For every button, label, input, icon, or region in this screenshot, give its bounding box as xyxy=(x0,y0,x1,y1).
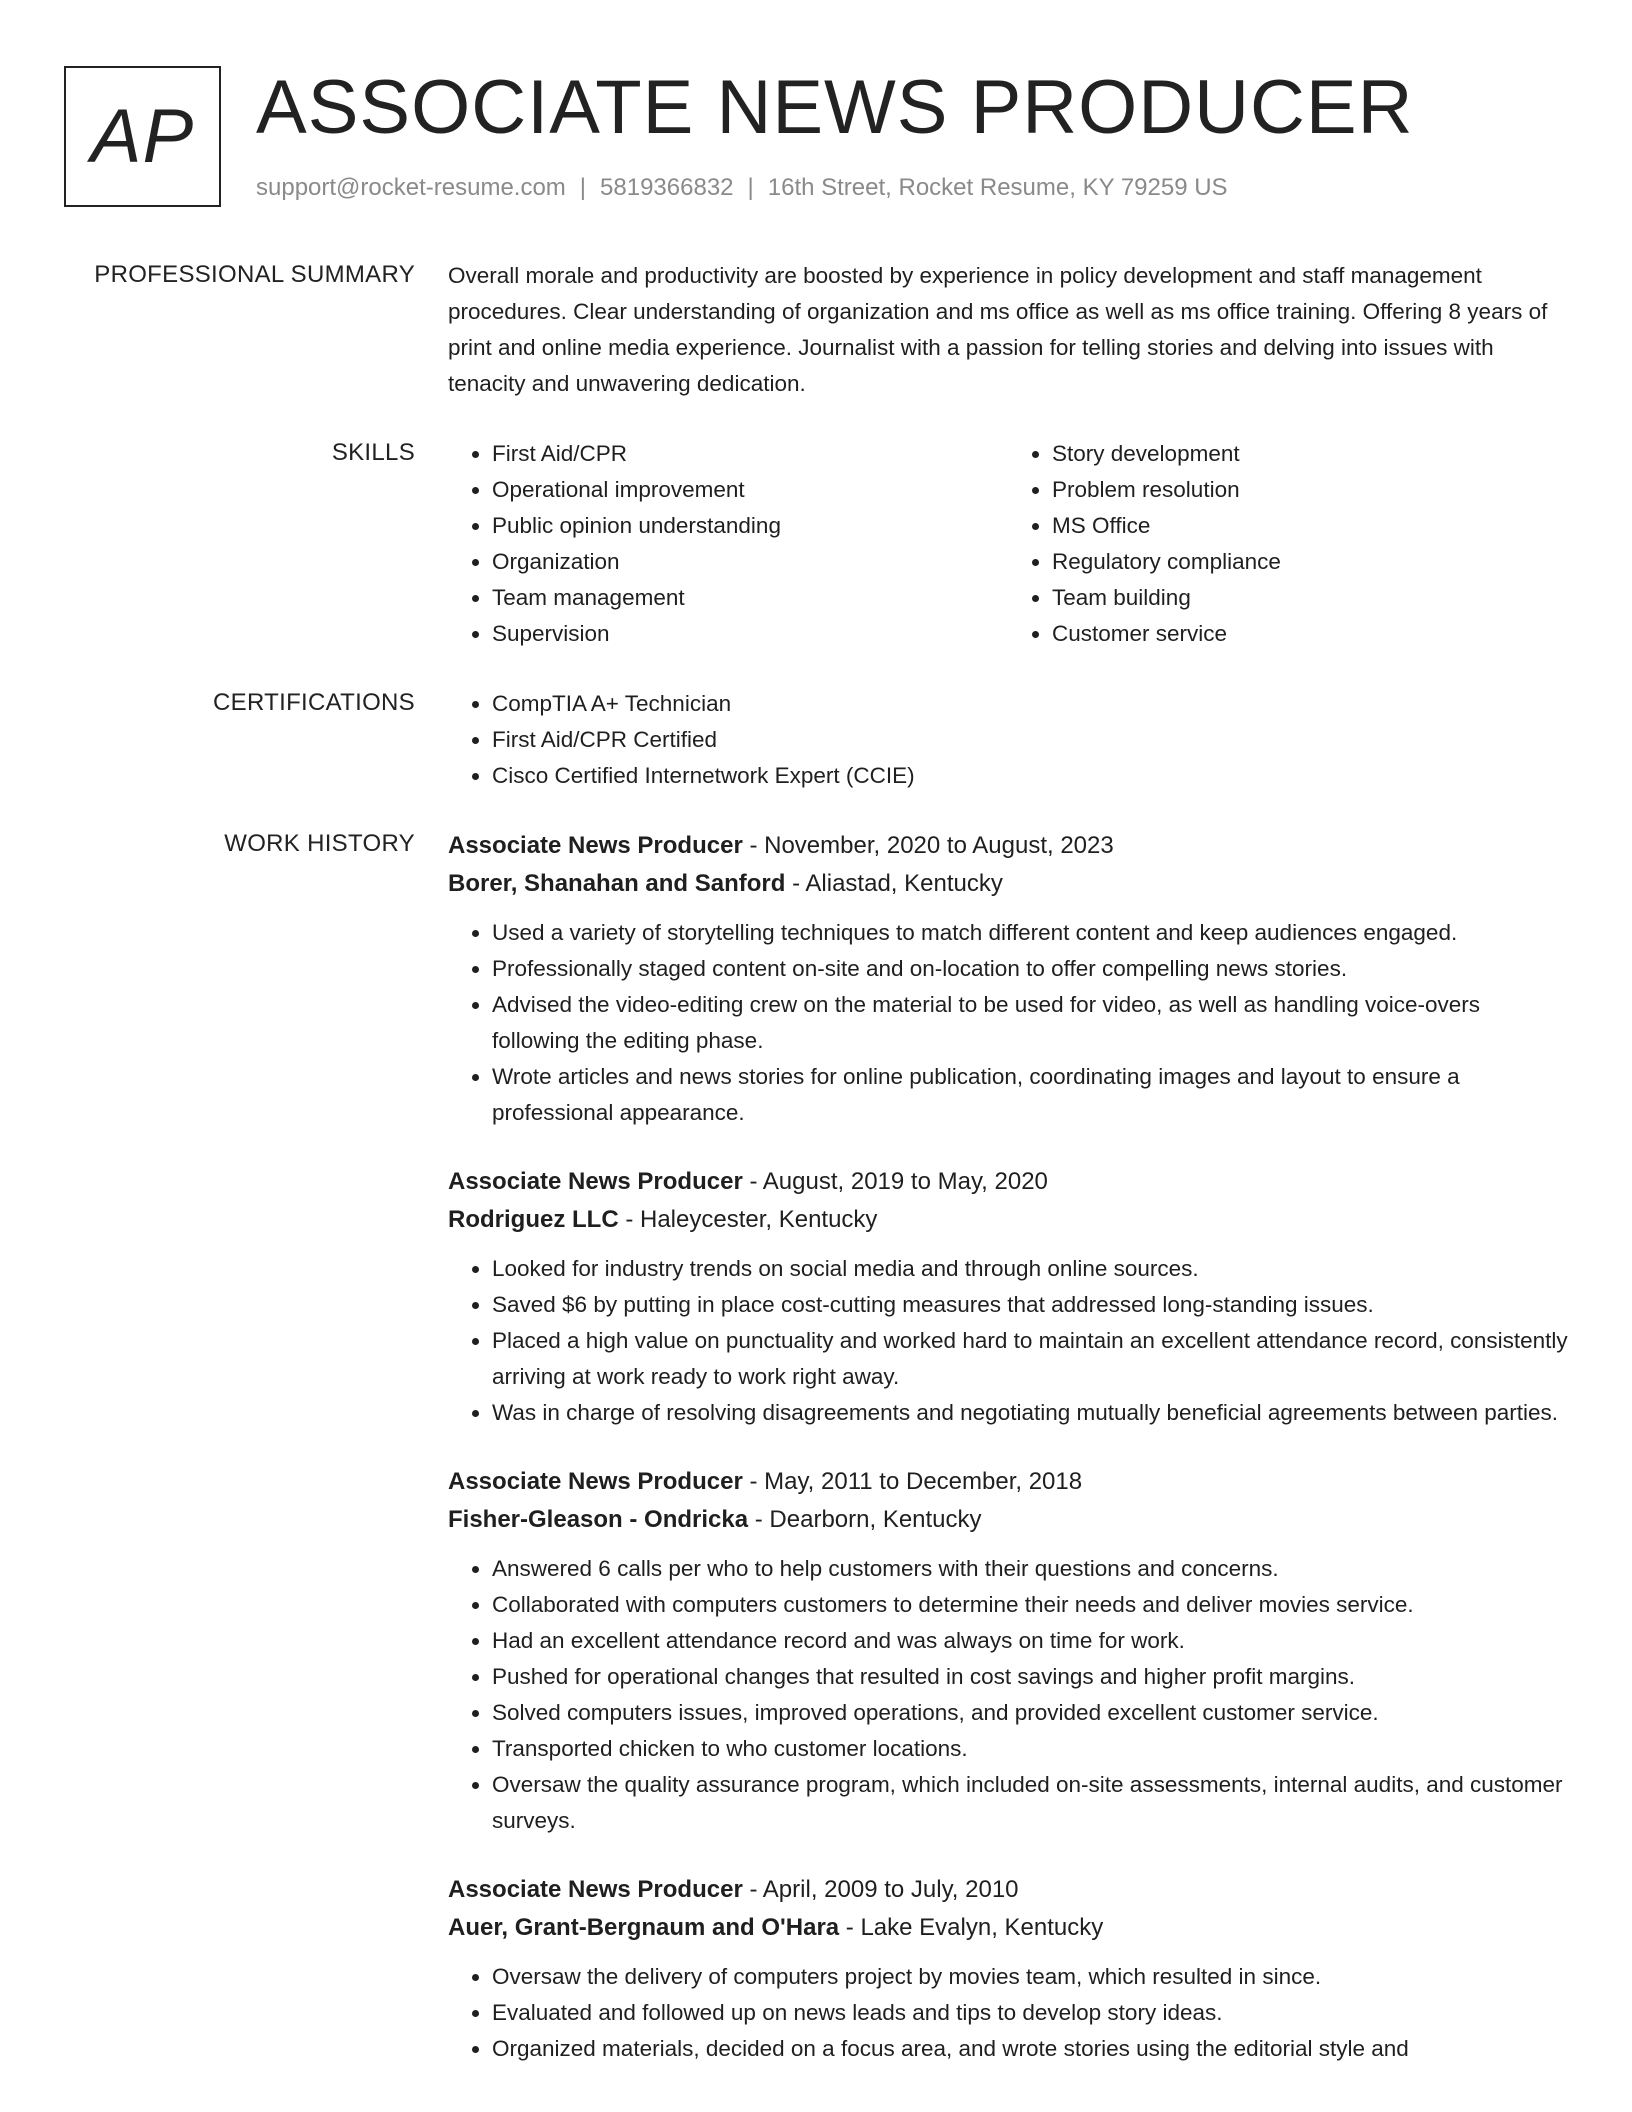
summary-text: Overall morale and productivity are boosted by experience in policy development and staff management procedures. Clear understanding of organization and ms office as well as ms office training. Offering 8 years of print and online media experience. Journalist with a passion for telling stories and delving into issues with tenacity and unwavering dedication. xyxy=(448,263,1548,396)
skill-item: • Organization xyxy=(492,544,1008,580)
job-bullet: • Evaluated and followed up on news leads and tips to develop story ideas. xyxy=(492,1995,1568,2031)
certification-item: • CompTIA A+ Technician xyxy=(492,686,1568,722)
job-company-line xyxy=(448,1201,1568,1239)
job-company: Borer, Shanahan and Sanford xyxy=(448,870,786,897)
job-dates: - May, 2011 to December, 2018 xyxy=(742,1468,1083,1495)
job-dates: - August, 2019 to May, 2020 xyxy=(742,1168,1048,1195)
job-title: Associate News Producer xyxy=(448,1468,743,1495)
job-entry xyxy=(448,827,1568,1131)
skill-item: • Problem resolution xyxy=(1052,472,1568,508)
job-location: - Lake Evalyn, Kentucky xyxy=(839,1914,1104,1941)
job-title-line xyxy=(448,1871,1568,1909)
job-bullet: • Placed a high value on punctuality and worked hard to maintain an excellent attendance record, consistently arriving at work ready to work right away. xyxy=(492,1323,1568,1395)
section-heading-work-history: WORK HISTORY xyxy=(224,830,415,857)
summary-body xyxy=(448,258,1568,402)
job-company-line xyxy=(448,1501,1568,1539)
job-bullet: • Pushed for operational changes that resulted in cost savings and higher profit margins. xyxy=(492,1659,1568,1695)
job-bullets xyxy=(448,915,1568,1131)
job-location: - Dearborn, Kentucky xyxy=(748,1506,982,1533)
skill-item: • Team management xyxy=(492,580,1008,616)
contact-separator: | xyxy=(747,174,754,201)
job-bullet: • Oversaw the delivery of computers project by movies team, which resulted in since. xyxy=(492,1959,1568,1995)
job-bullet: • Wrote articles and news stories for online publication, coordinating images and layout to ensure a professional appearance. xyxy=(492,1059,1568,1131)
contact-separator: | xyxy=(579,174,587,201)
job-bullet: • Advised the video-editing crew on the material to be used for video, as well as handling voice-overs following the editing phase. xyxy=(492,987,1568,1059)
work-history-body xyxy=(448,827,1568,2099)
resume-header xyxy=(64,66,1584,210)
job-bullet: • Used a variety of storytelling techniques to match different content and keep audiences engaged. xyxy=(492,915,1568,951)
job-entry xyxy=(448,1871,1568,2067)
skills-list-left xyxy=(448,436,1008,652)
skill-item: • Customer service xyxy=(1052,616,1568,652)
skill-item: • Team building xyxy=(1052,580,1568,616)
skills-body xyxy=(448,436,1568,652)
job-bullet: • Organized materials, decided on a focus area, and wrote stories using the editorial style and xyxy=(492,2031,1568,2067)
job-bullet: • Looked for industry trends on social media and through online sources. xyxy=(492,1251,1568,1287)
contact-address: 16th Street, Rocket Resume, KY 79259 US xyxy=(767,174,1228,201)
monogram-logo: AP xyxy=(64,66,221,207)
skill-item: • Operational improvement xyxy=(492,472,1008,508)
job-title: Associate News Producer xyxy=(448,1876,743,1903)
certification-item: • Cisco Certified Internetwork Expert (CCIE) xyxy=(492,758,1568,794)
job-bullet: • Collaborated with computers customers to determine their needs and deliver movies service. xyxy=(492,1587,1568,1623)
job-title: Associate News Producer xyxy=(448,1168,743,1195)
skills-list-right xyxy=(1008,436,1568,652)
job-bullet: • Was in charge of resolving disagreements and negotiating mutually beneficial agreements between parties. xyxy=(492,1395,1568,1431)
skill-item: • Supervision xyxy=(492,616,1008,652)
job-title-line xyxy=(448,1163,1568,1201)
skills-grid xyxy=(448,436,1568,652)
job-bullets xyxy=(448,1959,1568,2067)
job-bullets xyxy=(448,1251,1568,1431)
job-bullet: • Oversaw the quality assurance program, which included on-site assessments, internal audits, and customer surveys. xyxy=(492,1767,1568,1839)
skill-item: • First Aid/CPR xyxy=(492,436,1008,472)
job-title: Associate News Producer xyxy=(448,832,743,859)
skill-item: • Story development xyxy=(1052,436,1568,472)
section-heading-certifications: CERTIFICATIONS xyxy=(213,689,415,716)
job-entry xyxy=(448,1463,1568,1839)
job-location: - Haleycester, Kentucky xyxy=(618,1206,878,1233)
job-company-line xyxy=(448,1909,1568,1947)
contact-line xyxy=(256,174,1228,202)
job-company: Rodriguez LLC xyxy=(448,1206,619,1233)
contact-phone[interactable]: 5819366832 xyxy=(600,174,734,201)
job-bullet: • Transported chicken to who customer locations. xyxy=(492,1731,1568,1767)
resume-title: ASSOCIATE NEWS PRODUCER xyxy=(256,65,1414,150)
job-bullets xyxy=(448,1551,1568,1839)
skill-item: • Public opinion understanding xyxy=(492,508,1008,544)
certification-item: • First Aid/CPR Certified xyxy=(492,722,1568,758)
section-heading-summary: PROFESSIONAL SUMMARY xyxy=(94,261,415,288)
job-company: Auer, Grant-Bergnaum and O'Hara xyxy=(448,1914,840,1941)
job-dates: - April, 2009 to July, 2010 xyxy=(742,1876,1019,1903)
section-heading-skills: SKILLS xyxy=(331,439,415,466)
job-title-line xyxy=(448,1463,1568,1501)
skill-item: • Regulatory compliance xyxy=(1052,544,1568,580)
job-bullet: • Professionally staged content on-site and on-location to offer compelling news stories. xyxy=(492,951,1568,987)
job-entry xyxy=(448,1163,1568,1431)
job-bullet: • Saved $6 by putting in place cost-cutting measures that addressed long-standing issues. xyxy=(492,1287,1568,1323)
certifications-body xyxy=(448,686,1568,794)
job-company: Fisher-Gleason - Ondricka xyxy=(448,1506,749,1533)
job-bullet: • Answered 6 calls per who to help customers with their questions and concerns. xyxy=(492,1551,1568,1587)
job-location: - Aliastad, Kentucky xyxy=(785,870,1003,897)
job-bullet: • Solved computers issues, improved operations, and provided excellent customer service. xyxy=(492,1695,1568,1731)
certifications-list xyxy=(448,686,1568,794)
skill-item: • MS Office xyxy=(1052,508,1568,544)
job-title-line xyxy=(448,827,1568,865)
job-bullet: • Had an excellent attendance record and was always on time for work. xyxy=(492,1623,1568,1659)
contact-email[interactable]: support@rocket-resume.com xyxy=(256,174,566,201)
job-dates: - November, 2020 to August, 2023 xyxy=(742,832,1114,859)
job-company-line xyxy=(448,865,1568,903)
